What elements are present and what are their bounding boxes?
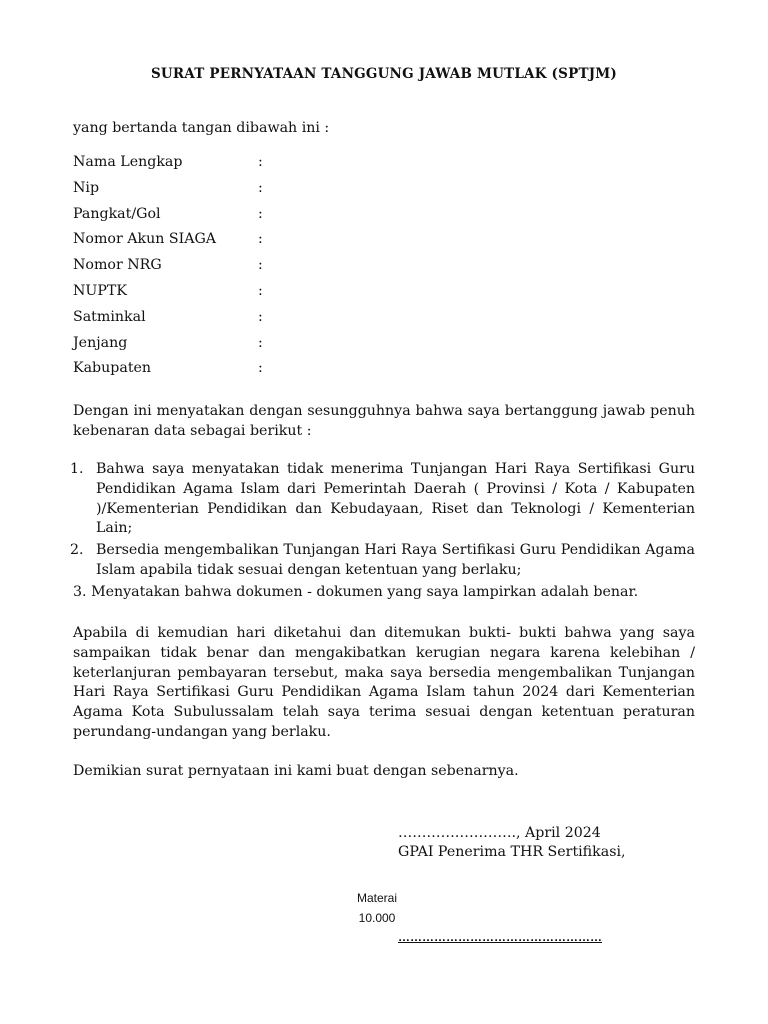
stamp-label: Materai (356, 891, 397, 905)
list-number: 2. (70, 542, 84, 559)
field-colon: : (258, 179, 263, 196)
field-row (73, 178, 373, 204)
statement-intro: Dengan ini menyatakan dengan sesungguhnya bahwa saya bertanggung jawab penuh kebenaran data sebagai berikut : (73, 403, 695, 439)
field-label: Nomor Akun SIAGA (73, 231, 217, 248)
statement-list (70, 460, 695, 605)
signature-name-line: …………………………………………… (398, 930, 602, 944)
field-label: Jenjang (73, 334, 128, 351)
field-colon: : (258, 257, 263, 274)
field-colon: : (258, 154, 263, 170)
list-number: 1. (70, 461, 84, 477)
field-row (73, 255, 373, 281)
field-row (73, 333, 373, 359)
field-colon: : (258, 308, 263, 325)
field-label: NUPTK (73, 282, 127, 299)
field-label: Pangkat/Gol (73, 205, 161, 222)
field-label: Nomor NRG (73, 257, 162, 274)
list-text: Bersedia mengembalikan Tunjangan Hari Raya Sertifikasi Guru Pendidikan Agama Islam apabila tidak sesuai dengan ketentuan yang berlaku; (96, 542, 695, 578)
list-item (73, 583, 695, 603)
list-item (70, 460, 695, 539)
field-row (73, 229, 373, 255)
field-colon: : (258, 334, 263, 351)
consequence-paragraph: Apabila di kemudian hari diketahui dan ditemukan bukti- bukti bahwa yang saya sampaikan tidak benar dan mengakibatkan kerugian negara karena kelebihan / keterlanjuran pembayaran tersebut, maka saya bersedia mengembalikan Tunjangan Hari Raya Sertifikasi Guru Pendidikan Agama Islam tahun 2024 dari Kementerian Agama Kota Subulussalam telah saya terima sesuai dengan ketentuan peraturan perundang-undangan yang berlaku. (73, 625, 695, 740)
field-label: Satminkal (73, 308, 146, 325)
field-label: Nama Lengkap (73, 154, 183, 170)
stamp-value: 10.000 (358, 911, 396, 925)
field-label: Nip (73, 179, 100, 196)
identity-fields (73, 152, 373, 384)
signature-role: GPAI Penerima THR Sertifikasi, (398, 844, 626, 860)
field-colon: : (258, 282, 263, 299)
document-title: SURAT PERNYATAAN TANGGUNG JAWAB MUTLAK (SPTJM) (150, 66, 618, 82)
field-row (73, 358, 373, 384)
field-row (73, 204, 373, 230)
list-text: Menyatakan bahwa dokumen - dokumen yang saya lampirkan adalah benar. (91, 583, 639, 600)
intro-text: yang bertanda tangan dibawah ini : (73, 120, 330, 136)
field-label: Kabupaten (73, 360, 152, 377)
field-row (73, 152, 373, 178)
field-colon: : (258, 205, 263, 222)
field-row (73, 307, 373, 333)
field-row (73, 281, 373, 307)
signature-date: ……………………., April 2024 (398, 825, 601, 841)
field-colon: : (258, 231, 263, 248)
list-item (70, 541, 695, 581)
field-colon: : (258, 360, 263, 377)
list-text: Bahwa saya menyatakan tidak menerima Tunjangan Hari Raya Sertifikasi Guru Pendidikan Agama Islam dari Pemerintah Daerah ( Provinsi / Kota / Kabupaten )/Kementerian Pendidikan dan Kebudayaan, Riset dan Teknologi / Kementerian Lain; (96, 461, 695, 537)
stamp-placeholder (342, 888, 412, 928)
closing-paragraph: Demikian surat pernyataan ini kami buat dengan sebenarnya. (73, 763, 519, 779)
list-number: 3. (73, 583, 87, 600)
